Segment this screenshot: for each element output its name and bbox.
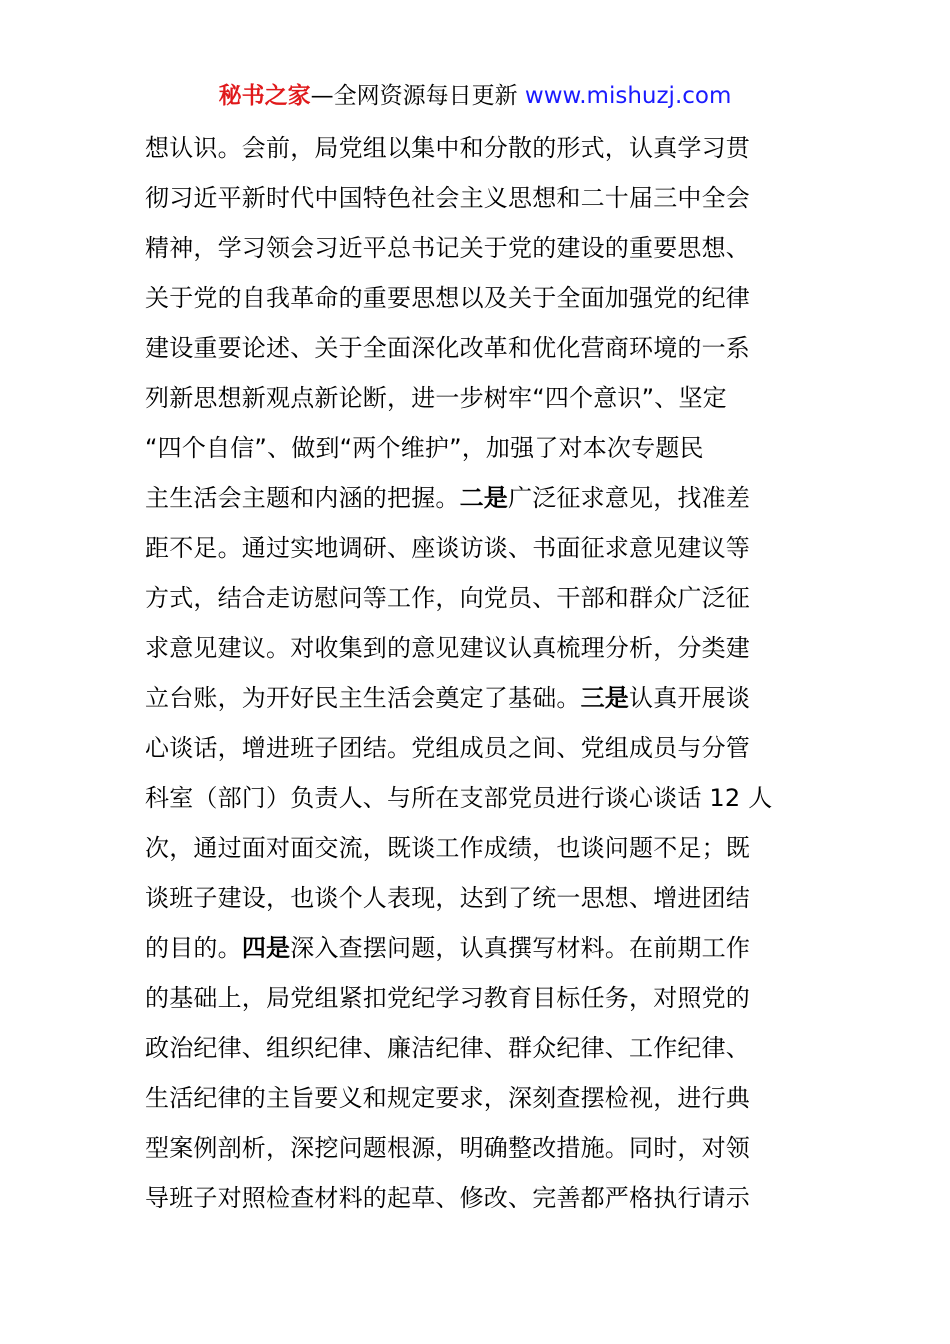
text-line: 方式，结合走访慰问等工作，向党员、干部和群众广泛征 (145, 584, 750, 612)
text-line: 生活纪律的主旨要义和规定要求，深刻查摆检视，进行典 (145, 1084, 750, 1112)
text-line: 求意见建议。对收集到的意见建议认真梳理分析，分类建 (145, 634, 750, 662)
text-line (145, 473, 810, 523)
point-marker-two: 二是 (459, 484, 509, 512)
text-line: 心谈话，增进班子团结。党组成员之间、党组成员与分管 (145, 734, 750, 762)
header-tagline: —全网资源每日更新 (310, 83, 525, 109)
text-line: “四个自信”、做到“两个维护”，加强了对本次专题民 (145, 434, 704, 462)
text-line: 建设重要论述、关于全面深化改革和优化营商环境的一系 (145, 334, 750, 362)
point-marker-four: 四是 (241, 934, 291, 962)
text-segment: 立台账，为开好民主生活会奠定了基础。 (145, 684, 581, 712)
text-segment: 广泛征求意见，找准差 (508, 484, 751, 512)
point-marker-three: 三是 (580, 684, 630, 712)
text-line: 次，通过面对面交流，既谈工作成绩，也谈问题不足；既 (145, 834, 750, 862)
text-segment: 的目的。 (145, 934, 242, 962)
text-line: 距不足。通过实地调研、座谈访谈、书面征求意见建议等 (145, 534, 750, 562)
text-line: 谈班子建设，也谈个人表现，达到了统一思想、增进团结 (145, 884, 750, 912)
text-line: 彻习近平新时代中国特色社会主义思想和二十届三中全会 (145, 184, 750, 212)
text-line: 的基础上，局党组紧扣党纪学习教育目标任务，对照党的 (145, 984, 750, 1012)
text-line: 关于党的自我革命的重要思想以及关于全面加强党的纪律 (145, 284, 750, 312)
brand-name: 秘书之家 (218, 83, 311, 109)
text-segment: 深入查摆问题，认真撰写材料。在前期工作 (290, 934, 751, 962)
text-line (145, 923, 810, 973)
document-body (145, 123, 810, 1223)
text-line: 科室（部门）负责人、与所在支部党员进行谈心谈话 12 人 (145, 784, 773, 812)
text-line: 导班子对照检查材料的起草、修改、完善都严格执行请示 (145, 1184, 750, 1212)
page-header (0, 80, 950, 112)
text-line: 精神，学习领会习近平总书记关于党的建设的重要思想、 (145, 234, 750, 262)
site-url-link[interactable]: www.mishuzj.com (524, 83, 732, 109)
text-line: 列新思想新观点新论断，进一步树牢“四个意识”、坚定 (145, 384, 727, 412)
text-segment: 主生活会主题和内涵的把握。 (145, 484, 460, 512)
text-line: 政治纪律、组织纪律、廉洁纪律、群众纪律、工作纪律、 (145, 1034, 750, 1062)
text-line (145, 673, 810, 723)
text-line: 型案例剖析，深挖问题根源，明确整改措施。同时，对领 (145, 1134, 750, 1162)
text-segment: 认真开展谈 (629, 684, 751, 712)
text-line: 想认识。会前，局党组以集中和分散的形式，认真学习贯 (145, 134, 750, 162)
